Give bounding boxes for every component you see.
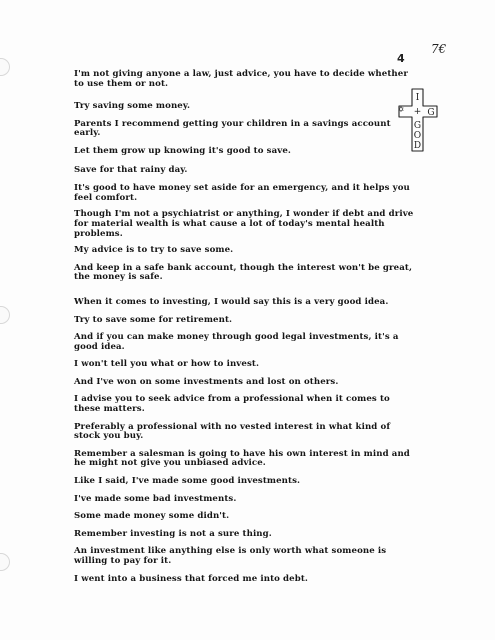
star-of-david-icon: ✡ bbox=[397, 105, 405, 114]
paragraph: Try saving some money. bbox=[74, 101, 191, 112]
cross-letter: + bbox=[413, 107, 422, 117]
cross-letter: G bbox=[427, 108, 435, 118]
paragraph: And keep in a safe bank account, though the interest won't be great, the money is safe. bbox=[74, 262, 413, 283]
cross-letter: G bbox=[413, 121, 422, 131]
paragraph: Like I said, I've made some good investments. bbox=[74, 476, 301, 487]
page-number: 4 bbox=[397, 52, 405, 65]
paragraph: When it comes to investing, I would say this is a very good idea. bbox=[74, 296, 389, 307]
handwritten-page-number: 7€ bbox=[431, 42, 447, 56]
paragraph: I advise you to seek advice from a professional when it comes to these matters. bbox=[74, 394, 390, 415]
paragraph: I'm not giving anyone a law, just advice, you have to decide whether to use them or not. bbox=[74, 69, 408, 89]
paragraph: Parents I recommend getting your children in a savings account early. bbox=[74, 118, 391, 139]
paragraph: Save for that rainy day. bbox=[74, 164, 188, 175]
paragraph: I won't tell you what or how to invest. bbox=[74, 359, 260, 370]
paragraph: Remember a salesman is going to have his own interest in mind and he might not give you unbiased advice. bbox=[74, 448, 410, 469]
cross-letter: O bbox=[413, 131, 422, 141]
punch-hole bbox=[0, 58, 10, 76]
paragraph: I went into a business that forced me into debt. bbox=[74, 573, 309, 584]
paragraph: And if you can make money through good legal investments, it's a good idea. bbox=[74, 332, 399, 352]
paragraph: Though I'm not a psychiatrist or anything, I wonder if debt and drive for material wealth is what cause a lot of today's mental health problems. bbox=[74, 209, 414, 239]
paragraph: Preferably a professional with no vested interest in what kind of stock you buy. bbox=[74, 421, 391, 442]
paragraph: And I've won on some investments and lost on others. bbox=[74, 376, 339, 387]
paragraph: My advice is to try to save some. bbox=[74, 245, 234, 256]
paragraph: Remember investing is not a sure thing. bbox=[74, 528, 272, 539]
cross-letter: D bbox=[413, 141, 422, 151]
paragraph: Let them grow up knowing it's good to save. bbox=[74, 145, 292, 156]
body-text bbox=[74, 69, 422, 584]
cross-letter: I bbox=[415, 93, 420, 103]
punch-hole bbox=[0, 306, 10, 324]
paragraph: Some made money some didn't. bbox=[74, 511, 230, 522]
punch-hole bbox=[0, 553, 10, 571]
paragraph: An investment like anything else is only worth what someone is willing to pay for it. bbox=[74, 546, 387, 566]
paragraph: I've made some bad investments. bbox=[74, 493, 237, 504]
paragraph: It's good to have money set aside for an emergency, and it helps you feel comfort. bbox=[74, 183, 410, 203]
paragraph: Try to save some for retirement. bbox=[74, 314, 233, 325]
